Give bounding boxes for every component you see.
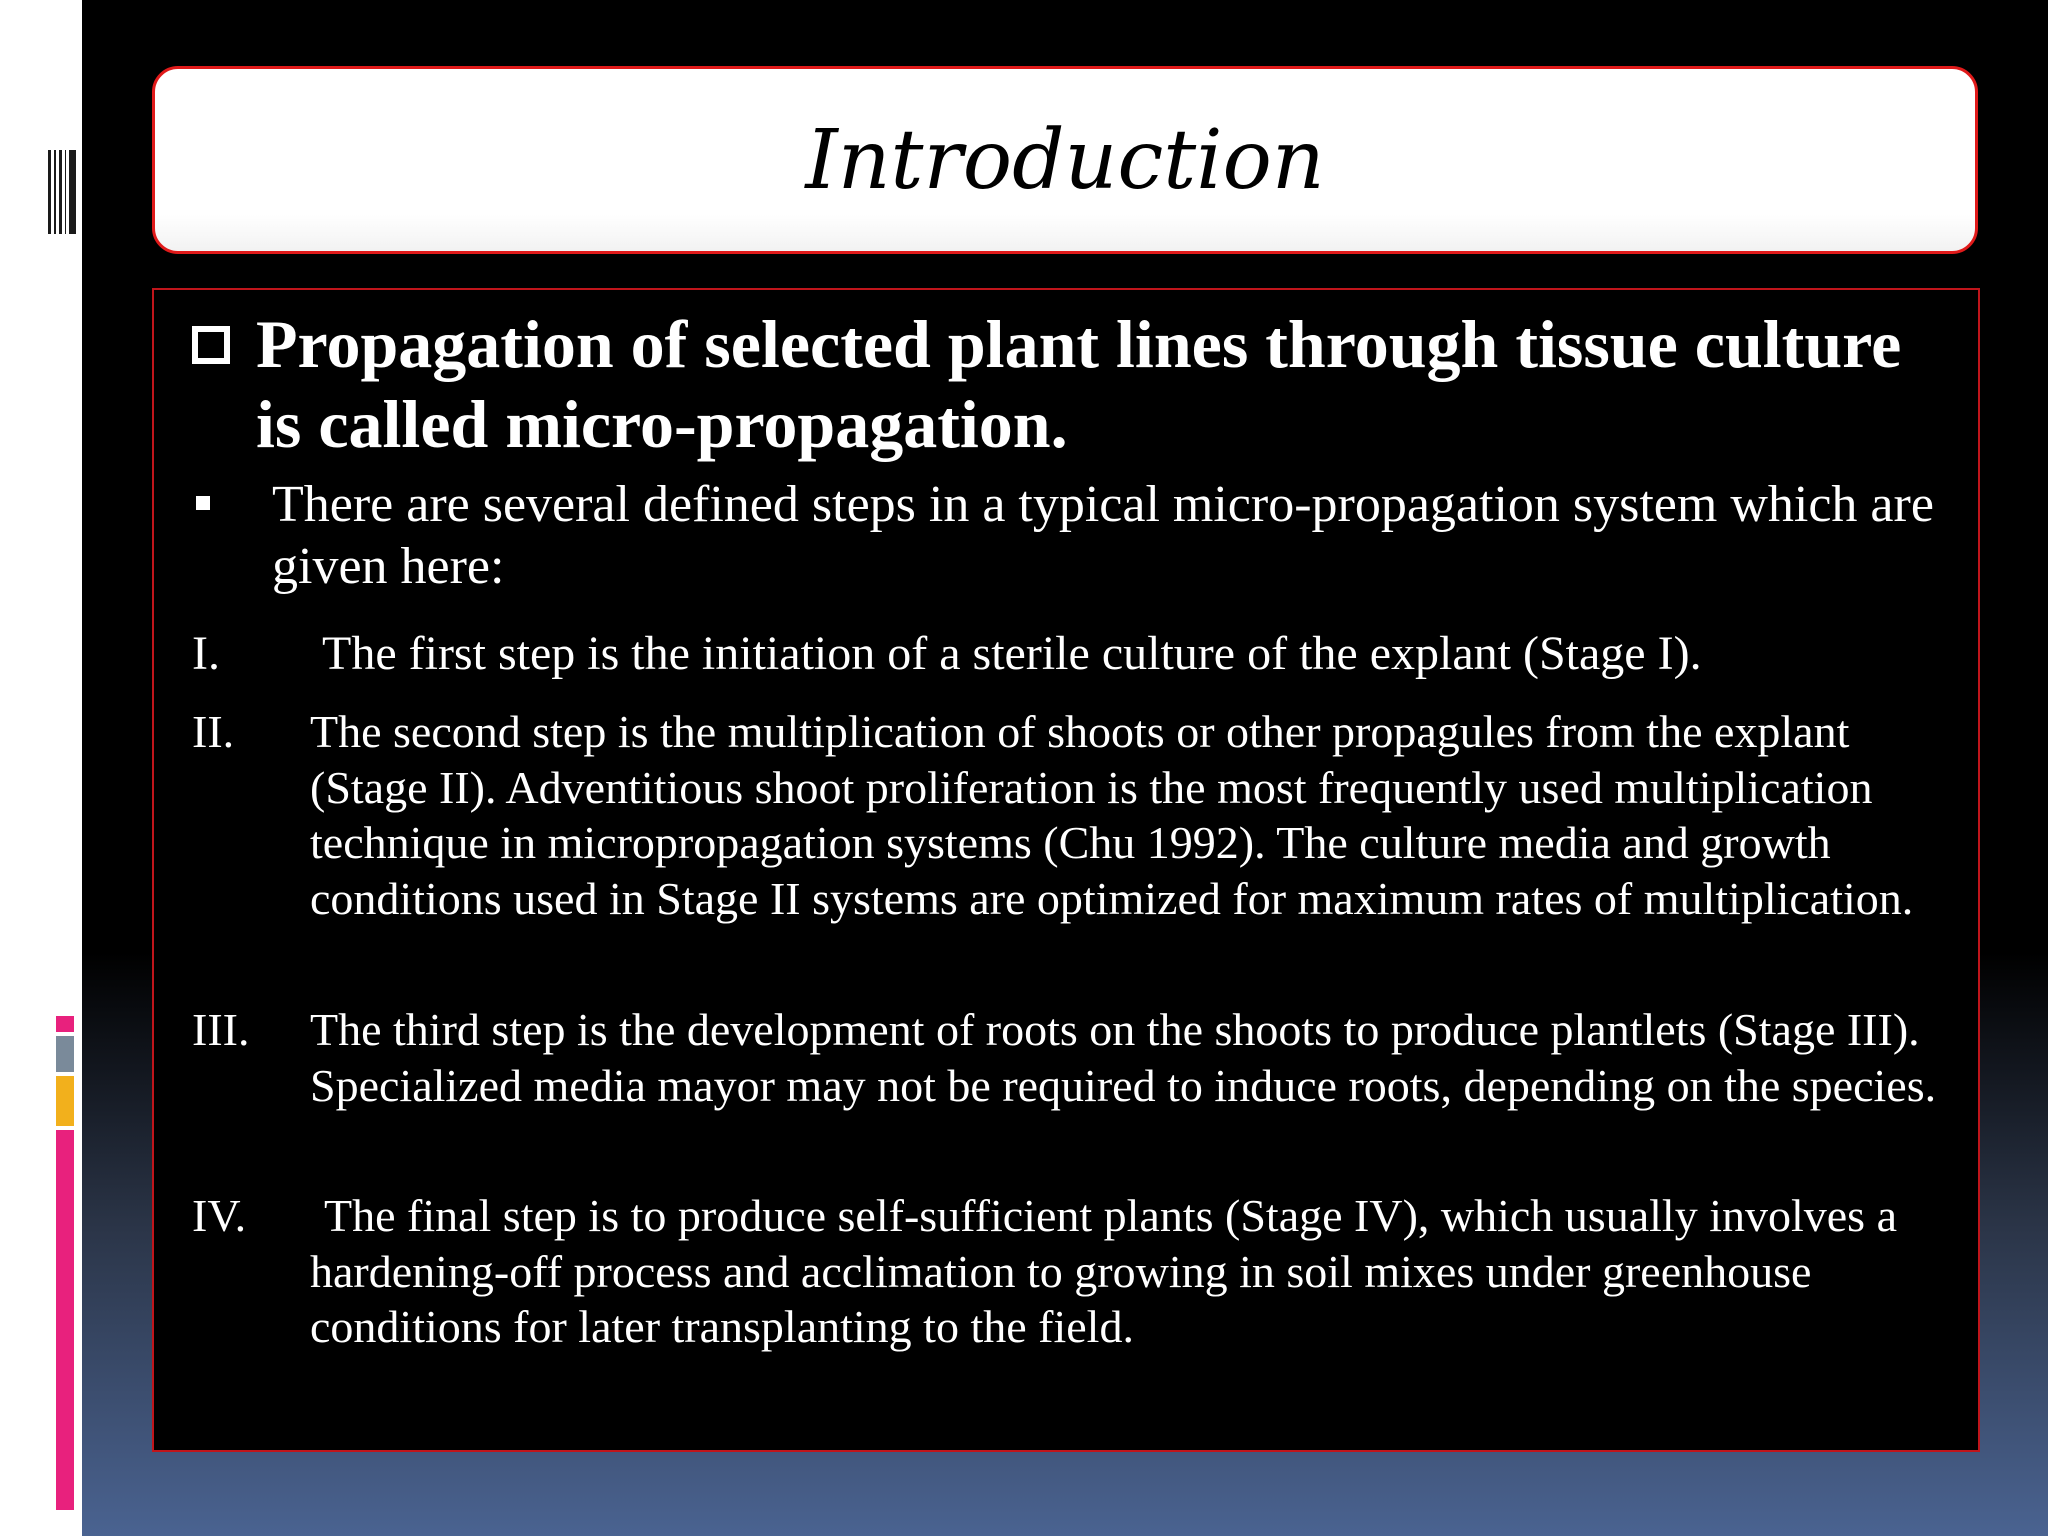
step-text: The first step is the initiation of a sterile culture of the explant (Stage I). xyxy=(322,627,1702,680)
step-text: The second step is the multiplication of shoots or other propagules from the explant (Stage II). Adventitious shoot proliferation is the most frequently used multiplication technique in micropropagation systems (Chu 1992). The culture media and growth conditions used in Stage II systems are optimized for maximum rates of multiplication. xyxy=(310,706,1914,924)
step-numeral: III. xyxy=(192,1004,250,1055)
barcode-stripes xyxy=(48,150,76,234)
step-numeral: I. xyxy=(192,627,220,680)
filled-square-icon xyxy=(196,496,210,510)
intro-text: There are several defined steps in a typical micro-propagation system which are given here: xyxy=(272,476,1934,595)
slide-heading: Propagation of selected plant lines through tissue culture is called micro-propagation. xyxy=(256,306,1902,462)
step-text: The final step is to produce self-sufficient plants (Stage IV), which usually involves a hardening-off process and acclimation to growing in soil mixes under greenhouse conditions for later transplanting to the field. xyxy=(310,1190,1897,1352)
title-box xyxy=(152,66,1978,254)
content-box xyxy=(152,288,1980,1452)
slide-title: Introduction xyxy=(805,112,1325,208)
step-text: The third step is the development of roots on the shoots to produce plantlets (Stage III). Specialized media mayor may not be required to induce roots, depending on the species. xyxy=(310,1004,1937,1111)
gray-accent-bar xyxy=(56,1036,74,1072)
intro-bullet xyxy=(196,474,1936,598)
pink-accent-bar xyxy=(56,1130,74,1510)
pink-accent-bar-small xyxy=(56,1016,74,1032)
step-numeral: II. xyxy=(192,706,235,757)
orange-accent-bar xyxy=(56,1076,74,1126)
left-decorative-strip xyxy=(0,0,82,1536)
step-numeral: IV. xyxy=(192,1190,247,1241)
hollow-square-icon xyxy=(192,326,230,364)
heading-row xyxy=(192,304,1932,464)
